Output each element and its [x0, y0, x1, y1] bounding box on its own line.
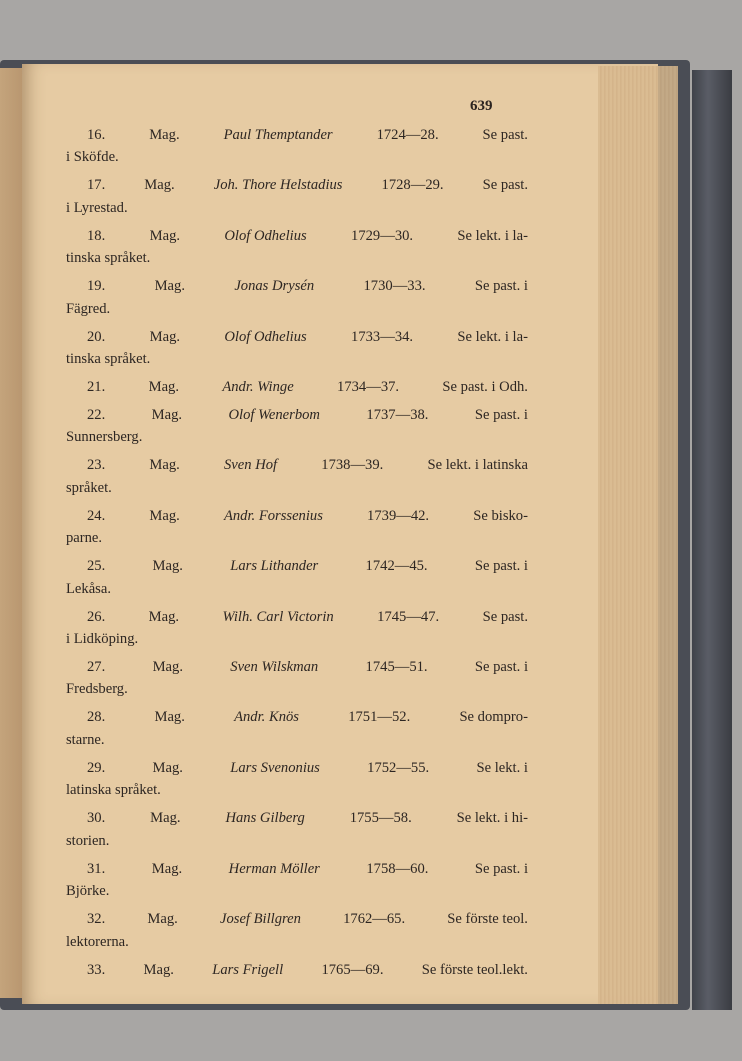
entry-number: 23. — [87, 457, 106, 474]
entry-number: 24. — [87, 507, 106, 524]
list-item — [66, 275, 528, 320]
left-page-edge — [0, 68, 22, 998]
entry-continuation: parne. — [66, 530, 103, 547]
list-item — [66, 807, 528, 852]
entry-note: Se past. i — [474, 407, 528, 424]
entry-name: Andr. Forssenius — [223, 507, 323, 524]
list-item — [66, 454, 528, 499]
entry-title: Mag. — [144, 177, 175, 194]
entry-title: Mag. — [152, 558, 183, 575]
entry-continuation: i Sköfde. — [66, 149, 119, 166]
entry-title: Mag. — [149, 507, 180, 524]
entry-note: Se dompro- — [459, 709, 528, 726]
entry-first-line — [66, 807, 528, 829]
entry-first-line — [66, 454, 528, 476]
entry-number: 21. — [87, 379, 106, 396]
entry-title: Mag. — [143, 961, 174, 978]
entry-years: 1752—55. — [367, 759, 430, 776]
entry-first-line — [66, 858, 528, 880]
list-item — [66, 376, 528, 398]
entry-continuation: Lekåsa. — [66, 580, 111, 597]
book-spine — [692, 70, 732, 1010]
entry-first-line — [66, 376, 528, 398]
entry-title: Mag. — [149, 328, 181, 345]
entry-note: Se lekt. i hi- — [456, 810, 528, 827]
entry-years: 1742—45. — [365, 558, 428, 575]
entry-number: 31. — [87, 860, 106, 877]
entry-number: 20. — [87, 328, 106, 345]
entry-years: 1737—38. — [366, 407, 429, 424]
entry-continuation: språket. — [66, 479, 112, 496]
list-item — [66, 959, 528, 981]
entry-name: Josef Billgren — [220, 911, 301, 928]
list-item — [66, 606, 528, 651]
entry-title: Mag. — [154, 709, 185, 726]
entry-first-line — [66, 706, 528, 728]
entry-years: 1765—69. — [321, 961, 384, 978]
entry-title: Mag. — [151, 407, 183, 424]
list-item — [66, 505, 528, 550]
entry-title: Mag. — [147, 911, 178, 928]
entry-first-line — [66, 757, 528, 779]
page-stack-edge — [598, 66, 678, 1004]
entry-number: 29. — [87, 759, 106, 776]
entry-continuation: tinska språket. — [66, 351, 151, 368]
entry-name: Lars Lithander — [230, 558, 319, 575]
entry-continuation: lektorerna. — [66, 933, 129, 950]
entry-note: Se lekt. i la- — [457, 328, 528, 345]
entry-years: 1724—28. — [376, 127, 439, 143]
entry-note: Se past. — [482, 177, 528, 194]
entry-note: Se lekt. i la- — [457, 227, 528, 244]
entry-title: Mag. — [149, 127, 180, 143]
entry-first-line — [66, 555, 528, 577]
entry-number: 28. — [87, 709, 106, 726]
entry-name: Wilh. Carl Victorin — [222, 608, 334, 625]
entry-first-line — [66, 656, 528, 678]
entry-number: 22. — [87, 407, 106, 424]
entry-name: Paul Themptander — [223, 127, 333, 143]
entry-first-line — [66, 959, 528, 981]
entry-note: Se past. — [482, 127, 528, 143]
entry-note: Se past. i — [474, 860, 528, 877]
entry-note: Se lekt. i latinska — [427, 457, 528, 474]
entry-title: Mag. — [152, 759, 183, 776]
entry-name: Olof Wenerbom — [228, 407, 320, 424]
entry-continuation: Sunnersberg. — [66, 429, 143, 446]
entry-continuation: i Lidköping. — [66, 631, 139, 648]
entry-first-line — [66, 908, 528, 930]
entry-years: 1730—33. — [363, 278, 426, 295]
entry-continuation: tinska språket. — [66, 250, 151, 267]
list-item — [66, 757, 528, 802]
entry-first-line — [66, 124, 528, 146]
entry-first-line — [66, 326, 528, 348]
list-item — [66, 908, 528, 953]
list-item — [66, 326, 528, 371]
list-item — [66, 225, 528, 270]
entry-name: Olof Odhelius — [224, 227, 307, 244]
entry-note: Se past. i — [474, 278, 528, 295]
entry-number: 17. — [87, 177, 106, 194]
entry-name: Lars Frigell — [212, 961, 284, 978]
entry-number: 18. — [87, 227, 106, 244]
entry-name: Hans Gilberg — [225, 810, 305, 827]
list-item — [66, 404, 528, 449]
entry-title: Mag. — [148, 379, 179, 396]
entry-number: 25. — [87, 558, 106, 575]
page-number: 639 — [470, 98, 493, 114]
entry-note: Se förste teol.lekt. — [421, 961, 528, 978]
entry-name: Andr. Winge — [222, 379, 294, 396]
entry-continuation: i Lyrestad. — [66, 199, 128, 216]
entry-continuation: Fredsberg. — [66, 681, 128, 698]
entry-title: Mag. — [154, 278, 185, 295]
entry-first-line — [66, 606, 528, 628]
list-item — [66, 174, 528, 219]
entry-note: Se förste teol. — [447, 911, 528, 928]
entry-continuation: Fägred. — [66, 300, 111, 317]
entry-number: 33. — [87, 961, 106, 978]
entry-number: 32. — [87, 911, 106, 928]
entry-first-line — [66, 225, 528, 247]
entry-note: Se lekt. i — [476, 759, 528, 776]
entry-first-line — [66, 404, 528, 426]
entry-name: Jonas Drysén — [234, 278, 315, 295]
entry-note: Se past. i Odh. — [442, 379, 528, 396]
list-item — [66, 555, 528, 600]
list-item — [66, 858, 528, 903]
entry-name: Sven Hof — [224, 457, 278, 474]
list-item — [66, 124, 528, 169]
entry-continuation: Björke. — [66, 883, 110, 900]
entry-years: 1751—52. — [348, 709, 411, 726]
list-item — [66, 656, 528, 701]
entry-years: 1745—47. — [377, 608, 440, 625]
entry-number: 19. — [87, 278, 106, 295]
entry-title: Mag. — [149, 227, 181, 244]
entry-note: Se past. — [482, 608, 528, 625]
entry-title: Mag. — [148, 608, 180, 625]
entry-years: 1755—58. — [349, 810, 412, 827]
entry-note: Se past. i — [474, 558, 528, 575]
entry-continuation: latinska språket. — [66, 782, 161, 799]
entry-continuation: storien. — [66, 832, 110, 849]
entry-title: Mag. — [152, 659, 183, 676]
entry-years: 1728—29. — [381, 177, 444, 194]
entry-number: 26. — [87, 608, 106, 625]
entry-title: Mag. — [149, 457, 180, 474]
entry-years: 1758—60. — [366, 860, 429, 877]
entry-name: Herman Möller — [228, 860, 320, 877]
entry-name: Lars Svenonius — [230, 759, 320, 776]
entry-years: 1733—34. — [351, 328, 414, 345]
entry-name: Andr. Knös — [234, 709, 299, 726]
entry-years: 1734—37. — [337, 379, 400, 396]
entry-continuation: starne. — [66, 731, 105, 748]
entry-title: Mag. — [151, 860, 183, 877]
entry-years: 1739—42. — [367, 507, 430, 524]
entry-number: 16. — [87, 127, 106, 143]
entry-years: 1738—39. — [321, 457, 384, 474]
entry-years: 1745—51. — [365, 659, 428, 676]
entry-first-line — [66, 275, 528, 297]
entry-first-line — [66, 505, 528, 527]
entry-years: 1729—30. — [351, 227, 414, 244]
entry-number: 27. — [87, 659, 106, 676]
entry-name: Olof Odhelius — [224, 328, 307, 345]
entry-years: 1762—65. — [343, 911, 406, 928]
list-item — [66, 706, 528, 751]
entry-title: Mag. — [150, 810, 181, 827]
entry-name: Joh. Thore Helstadius — [213, 177, 343, 194]
entry-note: Se bisko- — [473, 507, 528, 524]
entry-first-line — [66, 174, 528, 196]
entry-name: Sven Wilskman — [230, 659, 319, 676]
entry-note: Se past. i — [474, 659, 528, 676]
entry-number: 30. — [87, 810, 106, 827]
entry-list — [66, 124, 528, 987]
